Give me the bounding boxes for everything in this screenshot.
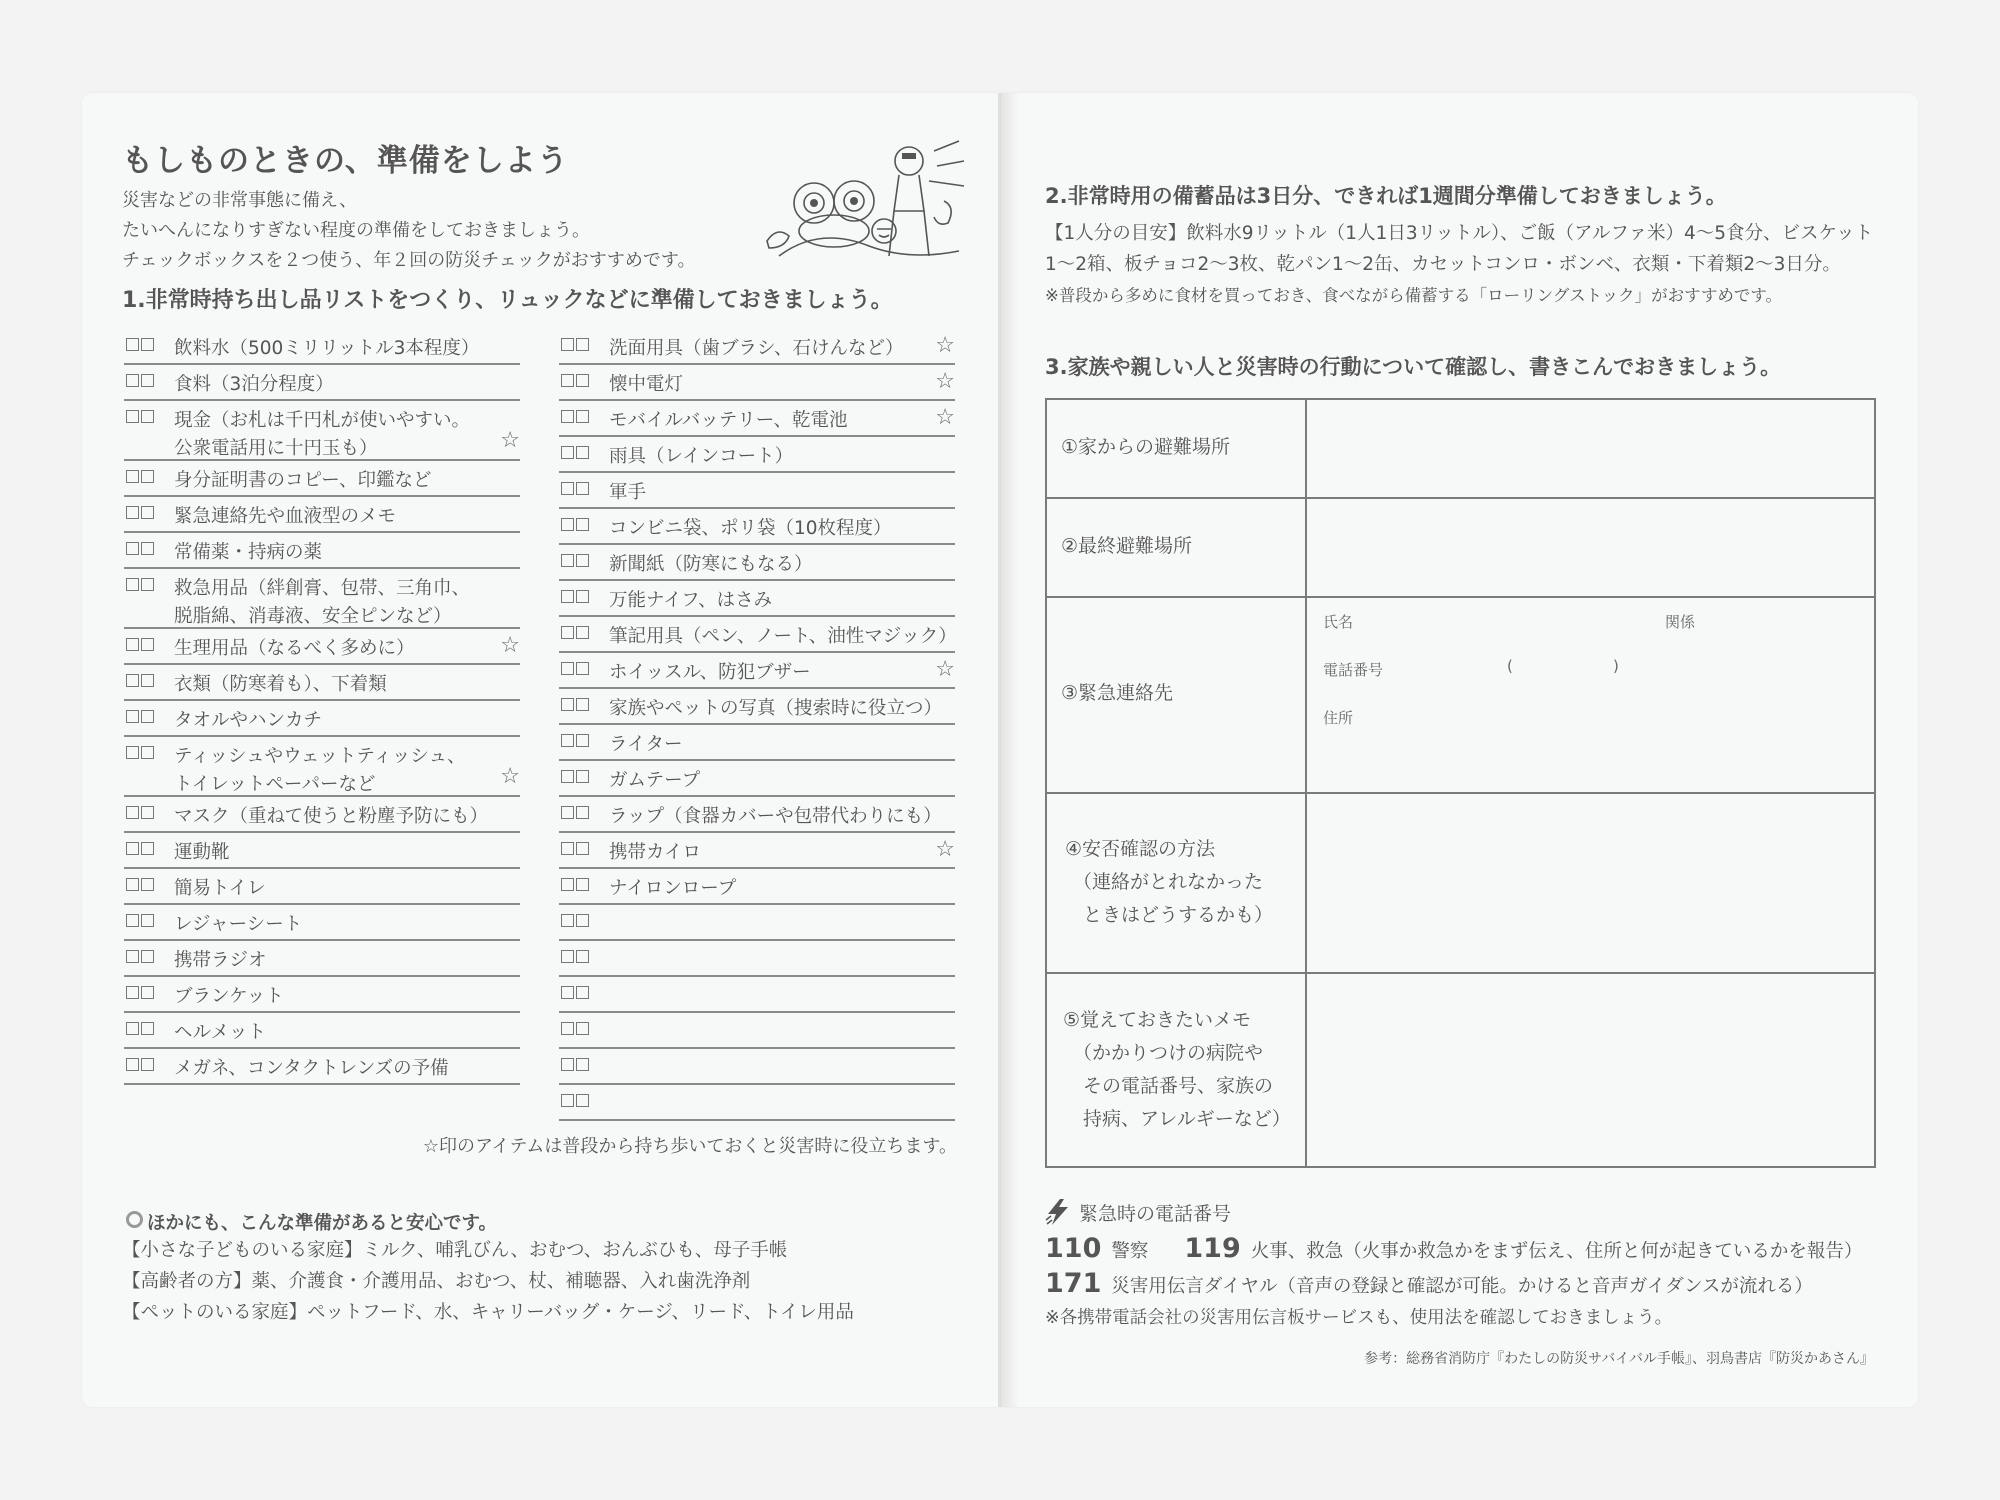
- checkbox[interactable]: [141, 470, 154, 483]
- section-2-heading: 2.非常時用の備蓄品は3日分、できれば1週間分準備しておきましょう。: [1045, 184, 1727, 208]
- intro-line: チェックボックスを２つ使う、年２回の防災チェックがおすすめです。: [122, 250, 696, 271]
- item-label: 緊急連絡先や血液型のメモ: [174, 506, 397, 527]
- item-label: 家族やペットの写真（捜索時に役立つ）: [609, 698, 943, 719]
- checkbox[interactable]: [576, 986, 589, 999]
- checkbox[interactable]: [561, 986, 574, 999]
- item-label: 衣類（防寒着も）、下着類: [174, 674, 387, 695]
- checklist-item: [124, 497, 520, 533]
- phone-number-label: 火事、救急（火事か救急かをまず伝え、住所と何が起きているかを報告）: [1250, 1241, 1863, 1262]
- emergency-number-line: [1045, 1233, 1862, 1264]
- section-3-heading: 3.家族や親しい人と災害時の行動について確認し、書きこんでおきましょう。: [1045, 355, 1782, 379]
- checklist-item: [559, 725, 955, 761]
- checkbox[interactable]: [126, 806, 139, 819]
- checkbox[interactable]: [141, 506, 154, 519]
- checkbox[interactable]: [141, 914, 154, 927]
- checkbox[interactable]: [141, 674, 154, 687]
- checkbox[interactable]: [126, 470, 139, 483]
- phone-number-110: 110: [1045, 1233, 1102, 1264]
- item-label: 筆記用具（ペン、ノート、油性マジック）: [609, 626, 957, 647]
- row-label-text: ⑤覚えておきたいメモ: [1063, 1009, 1252, 1031]
- checkbox[interactable]: [126, 1058, 139, 1071]
- checkbox[interactable]: [141, 374, 154, 387]
- checkbox[interactable]: [576, 1094, 589, 1107]
- row-label-text: （かかりつけの病院や: [1073, 1042, 1264, 1064]
- lightning-icon: [1045, 1198, 1071, 1226]
- checkbox[interactable]: [141, 410, 154, 423]
- action-plan-table: [1045, 398, 1876, 1168]
- checkbox[interactable]: [126, 842, 139, 855]
- item-label: 洗面用具（歯ブラシ、石けんなど）: [609, 338, 904, 359]
- checkbox[interactable]: [141, 542, 154, 555]
- left-page: [82, 93, 999, 1407]
- checklist-item: [124, 905, 520, 941]
- right-page: [1001, 93, 1918, 1407]
- item-label: 携帯ラジオ: [174, 950, 267, 971]
- other-prep-line: 【高齢者の方】薬、介護食・介護用品、おむつ、杖、補聴器、入れ歯洗浄剤: [122, 1271, 751, 1292]
- checkbox[interactable]: [561, 950, 574, 963]
- checklist-item-blank: [559, 905, 955, 941]
- checkbox[interactable]: [561, 878, 574, 891]
- checklist-item: [124, 569, 520, 629]
- item-label: 身分証明書のコピー、印鑑など: [174, 470, 432, 491]
- checkbox[interactable]: [141, 638, 154, 651]
- notebook-spread: [82, 93, 1918, 1407]
- checkbox[interactable]: [126, 746, 139, 759]
- checklist-item: [124, 1049, 520, 1085]
- checkbox[interactable]: [561, 338, 574, 351]
- phone-paren-open: (: [1507, 657, 1513, 675]
- item-label: ラップ（食器カバーや包帯代わりにも）: [609, 806, 942, 827]
- checklist-item: [559, 689, 955, 725]
- star-icon: ☆: [500, 764, 520, 789]
- address-field-label: 住所: [1323, 709, 1354, 727]
- checklist-item: [124, 401, 520, 461]
- checklist-item: [124, 977, 520, 1013]
- checkbox[interactable]: [576, 518, 589, 531]
- checklist-item: [559, 617, 955, 653]
- checklist-item: [124, 941, 520, 977]
- item-label: 雨具（レインコート）: [609, 446, 794, 467]
- checkbox[interactable]: [561, 1022, 574, 1035]
- phone-number-label: 警察: [1111, 1241, 1149, 1262]
- checkbox[interactable]: [561, 590, 574, 603]
- row-label-text: （連絡がとれなかった: [1073, 871, 1264, 893]
- item-label: 携帯カイロ: [609, 842, 701, 863]
- star-note: ☆印のアイテムは普段から持ち歩いておくと災害時に役立ちます。: [422, 1136, 957, 1157]
- checkbox[interactable]: [576, 734, 589, 747]
- checkbox[interactable]: [576, 1022, 589, 1035]
- checkbox[interactable]: [561, 374, 574, 387]
- item-label-cont: トイレットペーパーなど: [174, 774, 376, 795]
- item-label: ガムテープ: [609, 770, 701, 791]
- checkbox[interactable]: [576, 914, 589, 927]
- checklist-item: [124, 1013, 520, 1049]
- checklist-item: [124, 365, 520, 401]
- row-label: [1047, 400, 1307, 497]
- item-label: ブランケット: [174, 986, 284, 1007]
- table-row-safety-check: [1047, 794, 1874, 974]
- star-icon: ☆: [500, 633, 520, 658]
- row-label-text: ③緊急連絡先: [1061, 682, 1174, 704]
- checkbox[interactable]: [126, 638, 139, 651]
- name-field-label: 氏名: [1323, 613, 1354, 631]
- checklist-item: [559, 437, 955, 473]
- item-label-cont: 脱脂綿、消毒液、安全ピンなど）: [174, 606, 452, 627]
- star-icon: ☆: [935, 333, 955, 358]
- checklist-item: [124, 461, 520, 497]
- checkbox[interactable]: [576, 770, 589, 783]
- checkbox[interactable]: [576, 626, 589, 639]
- item-label: 懐中電灯: [609, 374, 684, 395]
- row-label-text: ④安否確認の方法: [1065, 838, 1216, 860]
- checkbox[interactable]: [126, 578, 139, 591]
- checklist-item: [559, 761, 955, 797]
- phone-number-label: 災害用伝言ダイヤル（音声の登録と確認が可能。かけると音声ガイダンスが流れる）: [1111, 1276, 1813, 1297]
- star-icon: ☆: [935, 405, 955, 430]
- checkbox[interactable]: [141, 878, 154, 891]
- checkbox[interactable]: [141, 578, 154, 591]
- checkbox[interactable]: [126, 1022, 139, 1035]
- relation-field-label: 関係: [1665, 613, 1696, 631]
- table-row-memo: [1047, 974, 1874, 1166]
- item-label: 万能ナイフ、はさみ: [609, 590, 773, 611]
- section-1-heading: 1.非常時持ち出し品リストをつくり、リュックなどに準備しておきましょう。: [122, 288, 893, 313]
- section-2-text: [1045, 218, 1873, 311]
- checklist-item: [559, 797, 955, 833]
- checkbox[interactable]: [141, 950, 154, 963]
- checkbox[interactable]: [126, 914, 139, 927]
- checkbox[interactable]: [576, 662, 589, 675]
- checkbox[interactable]: [141, 746, 154, 759]
- intro-line: たいへんになりすぎない程度の準備をしておきましょう。: [122, 220, 590, 241]
- checklist-item: [559, 329, 955, 365]
- item-label: レジャーシート: [174, 914, 303, 935]
- item-label: マスク（重ねて使うと粉塵予防にも）: [174, 806, 489, 827]
- checkbox[interactable]: [126, 374, 139, 387]
- row-label-text: 持病、アレルギーなど）: [1083, 1108, 1291, 1130]
- other-prep-line: 【小さな子どものいる家庭】ミルク、哺乳びん、おむつ、おんぶひも、母子手帳: [122, 1240, 788, 1261]
- checklist-item: [124, 665, 520, 701]
- checkbox[interactable]: [576, 374, 589, 387]
- item-label: 軍手: [609, 482, 647, 503]
- item-label: 飲料水（500ミリリットル3本程度）: [174, 338, 480, 359]
- checkbox[interactable]: [576, 590, 589, 603]
- checkbox[interactable]: [561, 842, 574, 855]
- checkbox[interactable]: [576, 842, 589, 855]
- checklist-column-2: [559, 329, 955, 1121]
- star-icon: ☆: [500, 428, 520, 453]
- checklist-item: [124, 737, 520, 797]
- item-label: メガネ、コンタクトレンズの予備: [174, 1058, 449, 1079]
- checkbox[interactable]: [141, 1022, 154, 1035]
- row-label: [1047, 499, 1307, 596]
- checklist-item-blank: [559, 1049, 955, 1085]
- other-prep-list: [122, 1235, 854, 1328]
- checkbox[interactable]: [576, 878, 589, 891]
- circle-bullet-icon: [126, 1211, 143, 1228]
- checklist-item: [124, 629, 520, 665]
- checklist-item: [559, 401, 955, 437]
- checkbox[interactable]: [141, 1058, 154, 1071]
- item-label: 食料（3泊分程度）: [174, 374, 334, 395]
- checkbox[interactable]: [126, 878, 139, 891]
- emergency-numbers-note: ※各携帯電話会社の災害用伝言板サービスも、使用法を確認しておきましょう。: [1045, 1308, 1673, 1328]
- checkbox[interactable]: [126, 542, 139, 555]
- section-2-note: ※普段から多めに食材を買っておき、食べながら備蓄する「ローリングストック」がおすすめです。: [1045, 286, 1783, 305]
- checkbox[interactable]: [561, 482, 574, 495]
- checkbox[interactable]: [576, 338, 589, 351]
- checkbox[interactable]: [141, 710, 154, 723]
- item-label: 現金（お札は千円札が使いやすい。: [174, 410, 471, 431]
- family-illustration: [759, 131, 979, 271]
- checkbox[interactable]: [576, 1058, 589, 1071]
- checkbox[interactable]: [561, 1058, 574, 1071]
- item-label: 新聞紙（防寒にもなる）: [609, 554, 813, 575]
- checklist-item: [559, 473, 955, 509]
- item-label: ナイロンロープ: [609, 878, 737, 899]
- checkbox[interactable]: [576, 554, 589, 567]
- checklist-item: [559, 581, 955, 617]
- phone-paren-close: ): [1613, 657, 1619, 675]
- row-label-text: ①家からの避難場所: [1061, 436, 1231, 458]
- checkbox[interactable]: [141, 986, 154, 999]
- checklist-item-blank: [559, 977, 955, 1013]
- item-label: 簡易トイレ: [174, 878, 266, 899]
- other-prep-line: 【ペットのいる家庭】ペットフード、水、キャリーバッグ・ケージ、リード、トイレ用品: [122, 1302, 854, 1323]
- checklist-item: [559, 545, 955, 581]
- checklist-item: [559, 365, 955, 401]
- checkbox[interactable]: [126, 986, 139, 999]
- checkbox[interactable]: [141, 806, 154, 819]
- checkbox[interactable]: [126, 674, 139, 687]
- row-label-text: ②最終避難場所: [1061, 535, 1193, 557]
- phone-number-119: 119: [1184, 1233, 1241, 1264]
- item-label: ティッシュやウェットティッシュ、: [174, 746, 466, 767]
- other-prep-heading: [126, 1209, 497, 1235]
- checklist-item: [124, 329, 520, 365]
- checkbox[interactable]: [576, 950, 589, 963]
- table-row-emergency-contact: [1047, 598, 1874, 794]
- checkbox[interactable]: [561, 914, 574, 927]
- checkbox[interactable]: [561, 662, 574, 675]
- star-icon: ☆: [935, 657, 955, 682]
- checkbox[interactable]: [561, 518, 574, 531]
- intro-text: [122, 186, 695, 276]
- phone-field-label: 電話番号: [1323, 661, 1384, 679]
- page-title: もしものときの、準備をしよう: [122, 143, 569, 179]
- checkbox[interactable]: [126, 410, 139, 423]
- checkbox[interactable]: [126, 710, 139, 723]
- item-label: コンビニ袋、ポリ袋（10枚程度）: [609, 518, 892, 539]
- item-label: ライター: [609, 734, 683, 755]
- item-label: 常備薬・持病の薬: [174, 542, 323, 563]
- checkbox[interactable]: [141, 842, 154, 855]
- checkbox[interactable]: [141, 338, 154, 351]
- star-icon: ☆: [935, 369, 955, 394]
- checkbox[interactable]: [576, 806, 589, 819]
- star-icon: ☆: [935, 837, 955, 862]
- emergency-heading-text: 緊急時の電話番号: [1079, 1203, 1232, 1225]
- checkbox[interactable]: [561, 698, 574, 711]
- row-label: [1047, 598, 1307, 792]
- item-label: 生理用品（なるべく多めに）: [174, 638, 415, 659]
- emergency-numbers-heading: [1045, 1198, 1231, 1226]
- checklist-item: [559, 509, 955, 545]
- checkbox[interactable]: [576, 410, 589, 423]
- item-label: タオルやハンカチ: [174, 710, 323, 731]
- checklist-item: [124, 869, 520, 905]
- item-label: 運動靴: [174, 842, 230, 863]
- item-label-cont: 公衆電話用に十円玉も）: [174, 438, 378, 459]
- checkbox[interactable]: [561, 806, 574, 819]
- checklist-item: [124, 833, 520, 869]
- intro-line: 災害などの非常事態に備え、: [122, 190, 358, 211]
- emergency-number-line: [1045, 1268, 1813, 1299]
- item-label: ホイッスル、防犯ブザー: [609, 662, 811, 683]
- checklist-item: [124, 701, 520, 737]
- row-label: [1047, 974, 1307, 1166]
- checklist-item: [559, 653, 955, 689]
- checklist-column-1: [124, 329, 520, 1085]
- checkbox[interactable]: [561, 410, 574, 423]
- checkbox[interactable]: [561, 446, 574, 459]
- section-2-line: 【1人分の目安】飲料水9リットル（1人1日3リットル）、ご飯（アルファ米）4〜5食分、ビスケット: [1045, 223, 1874, 244]
- checkbox[interactable]: [576, 446, 589, 459]
- item-label: 救急用品（絆創膏、包帯、三角巾、: [174, 578, 471, 599]
- checkbox[interactable]: [561, 734, 574, 747]
- phone-number-171: 171: [1045, 1268, 1102, 1299]
- item-label: モバイルバッテリー、乾電池: [609, 410, 848, 431]
- row-label: [1047, 794, 1307, 972]
- row-label-text: ときはどうするかも）: [1083, 904, 1274, 926]
- checkbox[interactable]: [126, 338, 139, 351]
- section-2-line: 1〜2箱、板チョコ2〜3枚、乾パン1〜2缶、カセットコンロ・ボンベ、衣類・下着類2〜3日分。: [1045, 254, 1841, 275]
- checklist-item: [124, 533, 520, 569]
- checklist-item-blank: [559, 1085, 955, 1121]
- checkbox[interactable]: [561, 554, 574, 567]
- table-row-final-evacuation-site: [1047, 499, 1874, 598]
- checkbox[interactable]: [126, 506, 139, 519]
- checkbox[interactable]: [561, 626, 574, 639]
- checkbox[interactable]: [126, 950, 139, 963]
- checklist-item-blank: [559, 1013, 955, 1049]
- checklist-item: [559, 833, 955, 869]
- checklist-item: [124, 797, 520, 833]
- checkbox[interactable]: [576, 698, 589, 711]
- checklist-item-blank: [559, 941, 955, 977]
- table-row-evacuation-site: [1047, 400, 1874, 499]
- checklist-item: [559, 869, 955, 905]
- checkbox[interactable]: [561, 1094, 574, 1107]
- checkbox[interactable]: [576, 482, 589, 495]
- reference-credit: 参考：総務省消防庁『わたしの防災サバイバル手帳』、羽鳥書店『防災かあさん』: [1364, 1351, 1874, 1367]
- item-label: ヘルメット: [174, 1022, 266, 1043]
- row-label-text: その電話番号、家族の: [1083, 1075, 1274, 1097]
- other-prep-heading-text: ほかにも、こんな準備があると安心です。: [147, 1213, 498, 1234]
- checkbox[interactable]: [561, 770, 574, 783]
